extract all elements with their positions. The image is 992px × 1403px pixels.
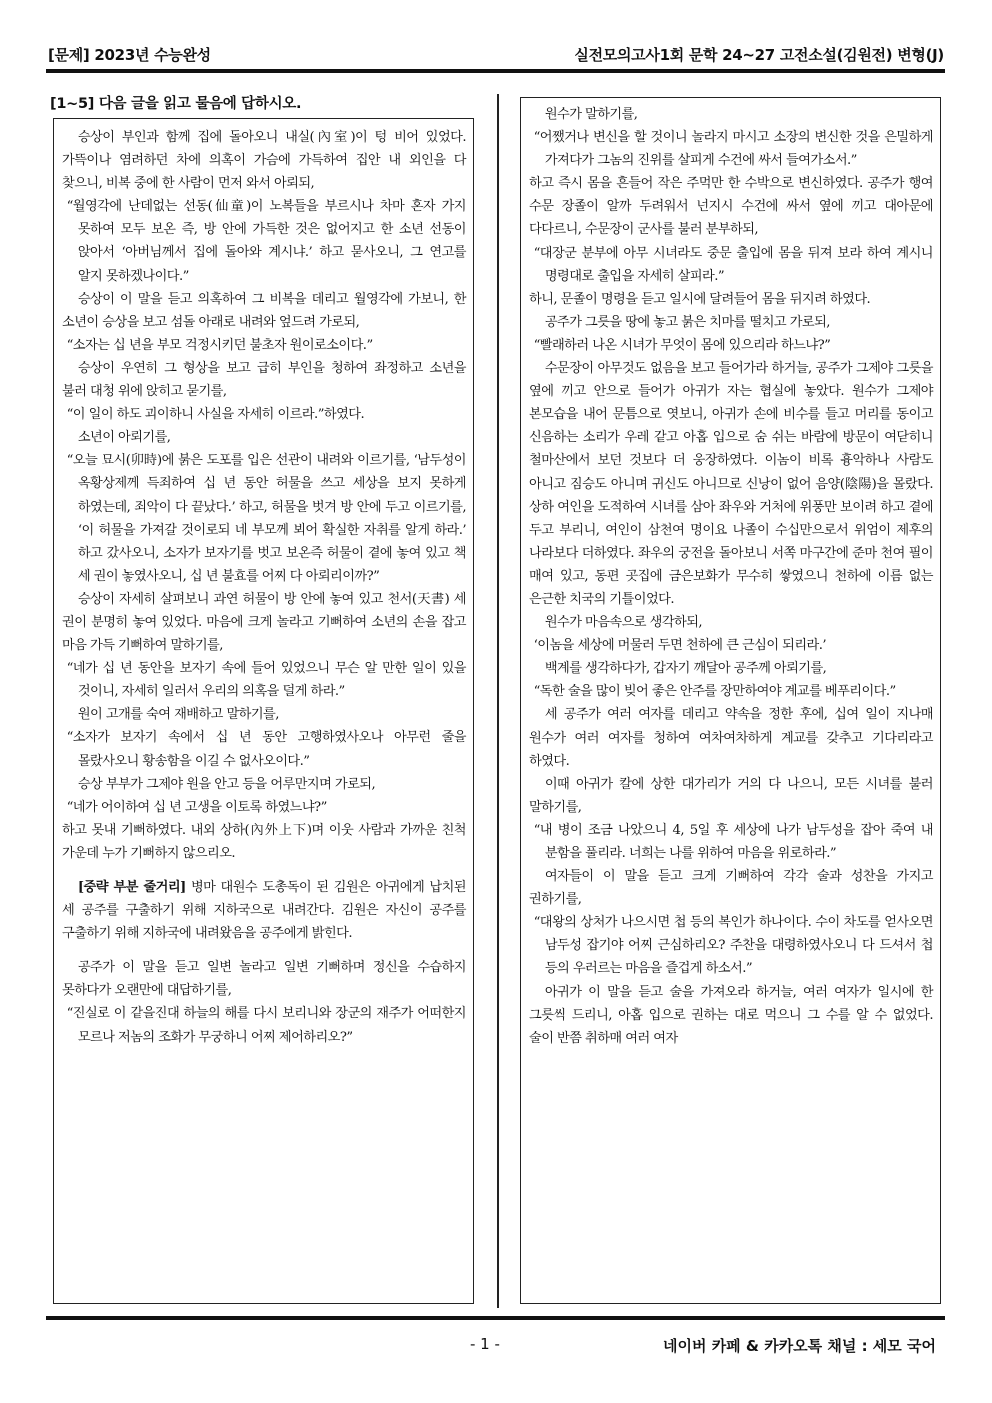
passage-paragraph: 공주가 그릇을 땅에 놓고 붉은 치마를 떨치고 가로되, — [544, 314, 830, 330]
column-divider — [497, 94, 499, 1308]
passage-dialogue: “진실로 이 같을진대 하늘의 해를 다시 보리니와 장군의 재주가 어떠한지 모르나 저놈의 조화가 무궁하니 어찌 제어하리오?” — [66, 1006, 466, 1045]
passage-dialogue: “어쨌거나 변신을 할 것이니 놀라지 마시고 소장의 변신한 것을 은밀하게 가져다가 그놈의 진위를 살피게 수건에 싸서 들여가소서.” — [533, 130, 933, 169]
question-instruction: [1~5] 다음 글을 읽고 물음에 답하시오. — [50, 96, 302, 112]
passage-dialogue: “빨래하러 나온 시녀가 무엇이 몸에 있으리라 하느냐?” — [533, 337, 831, 353]
passage-dialogue: “대장군 분부에 아무 시녀라도 중문 출입에 몸을 뒤져 보라 하여 계시니 명령대로 출입을 자세히 살피라.” — [533, 245, 933, 284]
header-exam-label: [문제] 2023년 수능완성 — [48, 46, 211, 64]
header-exam-title: 실전모의고사1회 문학 24~27 고전소설(김원전) 변형(J) — [574, 46, 944, 64]
passage-paragraph: 이때 아귀가 칼에 상한 대가리가 거의 다 나으니, 모든 시녀를 불러 말하기를, — [529, 776, 933, 815]
passage-paragraph: 수문장이 아무것도 없음을 보고 들어가라 하거늘, 공주가 그제야 그릇을 옆에 끼고 안으로 들어가 아귀가 자는 협실에 놓았다. 원수가 그제야 본모습을 내어 문틈으로 엿보니, 아귀가 손에 비수를 들고 머리를 동이고 신음하는 소리가 우레 같고 아홉 입으로 숨 쉬는 바람에 방문이 여닫히니 철마산에서 보던 것보다 더 웅장하였다. 이놈이 비록 흉악하나 사람도 아니고 짐승도 아니며 귀신도 아니므로 신낭이 없어 음양(陰陽)을 몰랐다. 상하 여인을 도적하여 시녀를 삼아 좌우와 거처에 위풍만 보이려 하고 곁에 두고 부리니, 여인이 삼천여 명이요 나졸이 수십만으로서 위엄이 제후의 나라보다 더하였다. 좌우의 궁전을 돌아보니 서쪽 마구간에 준마 천여 필이 매여 있고, 동편 곳집에 금은보화가 무수히 쌓였으니 천하에 이름 없는 은근한 치국의 기틀이었다. — [529, 361, 933, 607]
passage-dialogue: ‘이놈을 세상에 머물러 두면 천하에 큰 근심이 되리라.’ — [533, 638, 826, 654]
passage-dialogue: “내 병이 조금 나았으니 4, 5일 후 세상에 나가 남두성을 잡아 죽여 내 분함을 풀리라. 너희는 나를 위하여 마음을 위로하라.” — [533, 822, 933, 861]
passage-paragraph: 소년이 아뢰기를, — [77, 430, 171, 446]
passage-dialogue: “소자가 보자기 속에서 십 년 동안 고행하였사오나 아무런 줄을 몰랐사오니 황송함을 이길 수 없사오이다.” — [66, 730, 466, 769]
bottom-rule — [46, 1316, 945, 1320]
passage-dialogue: “네가 십 년 동안을 보자기 속에 들어 있었으니 무슨 알 만한 일이 있을 것이니, 자세히 일러서 우리의 의혹을 덜게 하라.” — [66, 661, 466, 700]
summary-label: [중략 부분 줄거리] — [77, 880, 186, 895]
passage-paragraph: 아귀가 이 말을 듣고 술을 가져오라 하거늘, 여러 여자가 일시에 한 그릇씩 드리니, 아홉 입으로 권하는 대로 먹으니 그 수를 알 수 없었다. 술이 반쯤 취하매 여러 여자 — [529, 984, 933, 1046]
summary-text: 병마 대원수 도총독이 된 김원은 아귀에게 납치된 세 공주를 구출하기 위해 지하국으로 내려간다. 김원은 자신이 공주를 구출하기 위해 지하국에 내려왔음을 공주에게 밝힌다. — [62, 880, 466, 942]
passage-dialogue: “이 일이 하도 괴이하니 사실을 자세히 이르라.”하였다. — [66, 407, 365, 423]
passage-paragraph: 하고 못내 기뻐하였다. 내외 상하(內外上下)며 이웃 사람과 가까운 친척 가운데 누가 기뻐하지 않으리오. — [62, 822, 466, 861]
omitted-summary — [62, 876, 466, 945]
top-rule — [46, 69, 945, 73]
passage-paragraph: 승상이 우연히 그 형상을 보고 급히 부인을 청하여 좌정하고 소년을 불러 대청 위에 앉히고 묻기를, — [62, 360, 466, 400]
passage-box-right — [520, 97, 941, 1304]
passage-dialogue: “오늘 묘시(卯時)에 붉은 도포를 입은 선관이 내려와 이르기를, ‘남두성이 옥황상제께 득죄하여 십 년 동안 허물을 쓰고 세상을 보지 못하게 하였는데, 죄악이 다 끝났다.’ 하고, 허물을 벗겨 방 안에 두고 이르기를, ‘이 허물을 가져갈 것이로되 네 부모께 뵈어 확실한 자취를 알게 하라.’ 하고 갔사오니, 소자가 보자기를 벗고 보온즉 허물이 곁에 놓여 있고 책 세 권이 놓였사오니, 십 년 불효를 어찌 다 아뢰리이까?” — [66, 453, 466, 584]
passage-box-left — [53, 118, 474, 1304]
passage-paragraph: 승상 부부가 그제야 원을 안고 등을 어루만지며 가로되, — [77, 776, 376, 792]
passage-paragraph: 원수가 말하기를, — [544, 107, 638, 122]
passage-paragraph: 하고 즉시 몸을 흔들어 작은 주먹만 한 수박으로 변신하였다. 공주가 행여 수문 장졸이 알까 두려워서 넌지시 수건에 싸서 옆에 끼고 대아문에 다다르니, 수문장이 군사를 불러 분부하되, — [529, 176, 933, 238]
passage-paragraph: 백계를 생각하다가, 갑자기 깨달아 공주께 아뢰기를, — [544, 661, 827, 677]
passage-dialogue: “독한 술을 많이 빚어 좋은 안주를 장만하여야 계교를 베푸리이다.” — [533, 684, 896, 700]
footer-channel: 네이버 카페 & 카카오톡 채널 : 세모 국어 — [663, 1337, 936, 1355]
passage-paragraph: 여자들이 이 말을 듣고 크게 기뻐하여 각각 술과 성찬을 가지고 권하기를, — [529, 869, 933, 908]
passage-gap — [62, 865, 466, 876]
passage-dialogue: “소자는 십 년을 부모 걱정시키던 불초자 원이로소이다.” — [66, 337, 373, 353]
passage-paragraph: 하니, 문졸이 명령을 듣고 일시에 달려들어 몸을 뒤지려 하였다. — [529, 291, 871, 307]
passage-dialogue: “네가 어이하여 십 년 고생을 이토록 하였느냐?” — [66, 799, 327, 815]
passage-paragraph: 세 공주가 여러 여자를 데리고 약속을 정한 후에, 십여 일이 지나매 원수가 여러 여자를 청하여 여차여차하게 계교를 갖추고 기다리라고 하였다. — [529, 707, 933, 769]
page-number: - 1 - — [470, 1335, 500, 1353]
passage-paragraph: 승상이 이 말을 듣고 의혹하여 그 비복을 데리고 월영각에 가보니, 한 소년이 승상을 보고 섬돌 아래로 내려와 엎드려 가로되, — [62, 291, 466, 330]
passage-gap — [62, 945, 466, 956]
passage-paragraph: 승상이 부인과 함께 집에 돌아오니 내실(內室)이 텅 비어 있었다. 가뜩이나 염려하던 차에 의혹이 가슴에 가득하여 집안 내 외인을 다 찾으니, 비복 중에 한 사람이 먼저 와서 아뢰되, — [62, 130, 466, 192]
passage-paragraph: 공주가 이 말을 듣고 일변 놀라고 일변 기뻐하며 정신을 수습하지 못하다가 오랜만에 대답하기를, — [62, 960, 466, 999]
passage-paragraph: 원이 고개를 숙여 재배하고 말하기를, — [77, 707, 279, 723]
passage-paragraph: 원수가 마음속으로 생각하되, — [544, 615, 703, 631]
passage-dialogue: “대왕의 상처가 나으시면 첩 등의 복인가 하나이다. 수이 차도를 얻사오면 남두성 잡기야 어찌 근심하리오? 주찬을 대령하였사오니 다 드셔서 첩 등의 우러르는 마음을 즐겁게 하소서.” — [533, 915, 933, 977]
passage-paragraph: 승상이 자세히 살펴보니 과연 허물이 방 안에 놓여 있고 천서(天書) 세 권이 분명히 놓여 있었다. 마음에 크게 놀라고 기뻐하여 소년의 손을 잡고 마음 가득 기뻐하여 말하기를, — [62, 591, 466, 654]
passage-dialogue: “월영각에 난데없는 선동(仙童)이 노복들을 부르시나 차마 혼자 가지 못하여 모두 보온 즉, 방 안에 가득한 것은 없어지고 한 소년 선동이 앉아서 ‘아버님께서 집에 돌아와 계시냐.’ 하고 묻사오니, 그 연고를 알지 못하겠나이다.” — [66, 199, 466, 284]
